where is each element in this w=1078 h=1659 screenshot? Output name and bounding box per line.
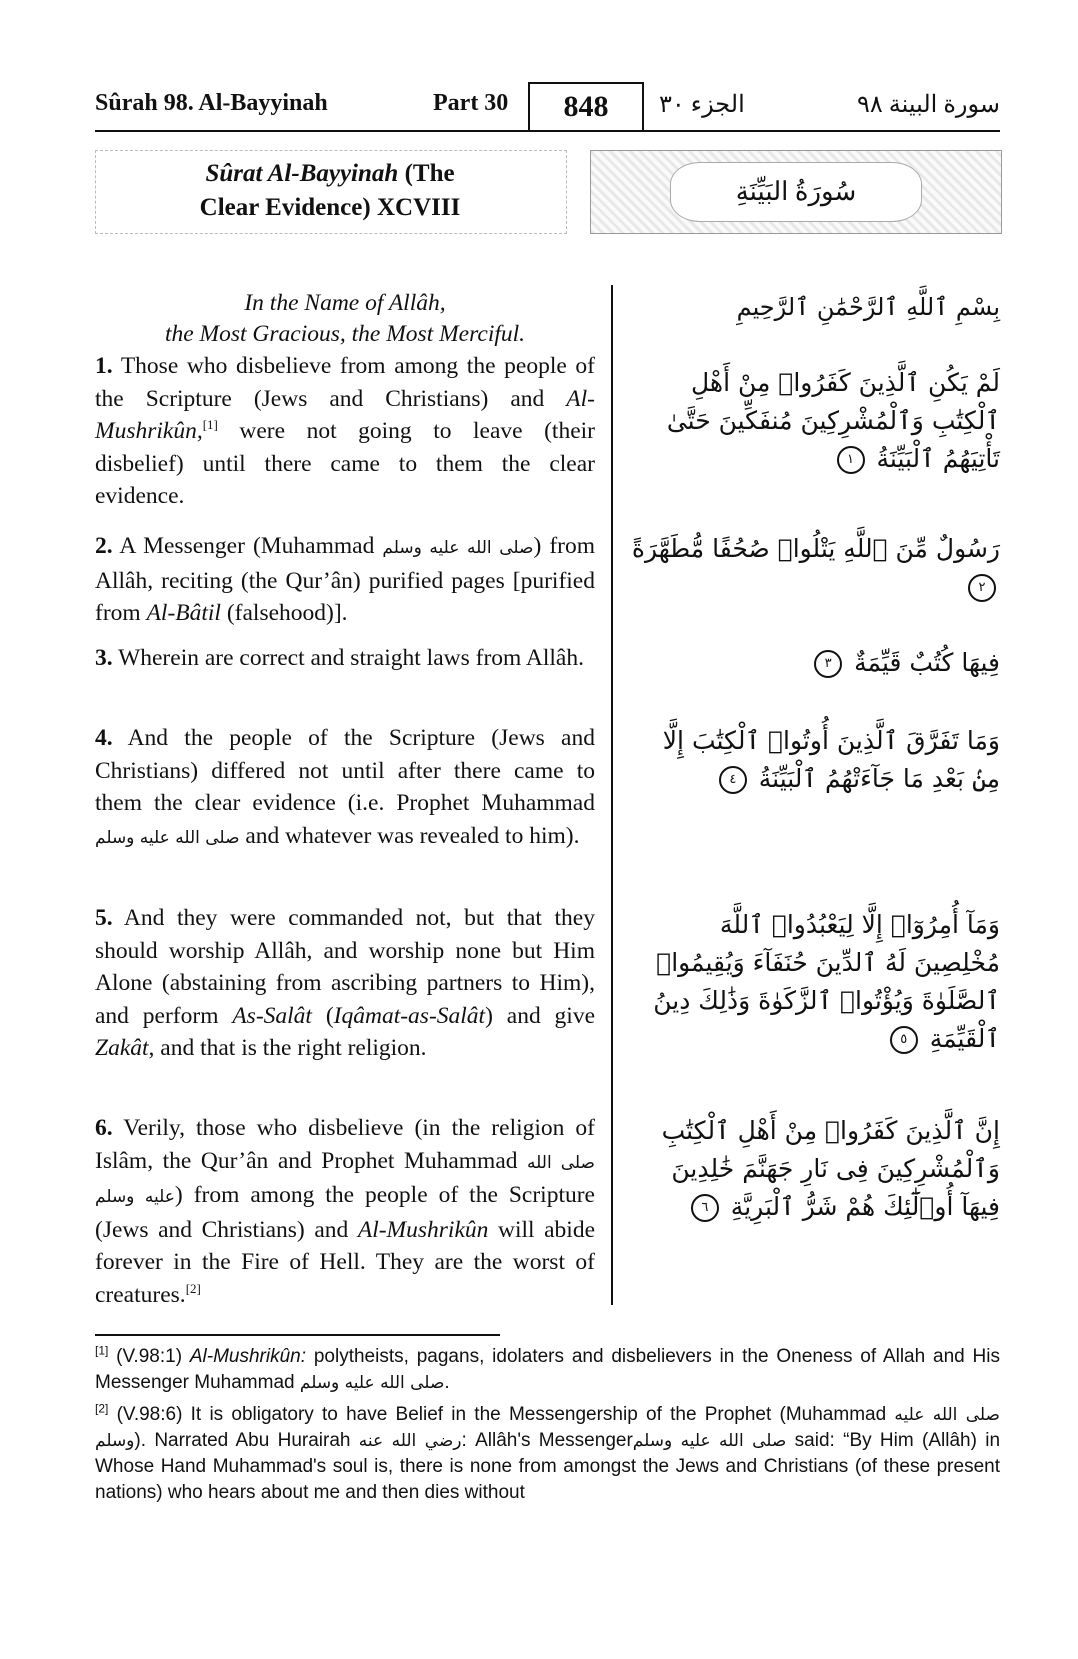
verse-italic: Iqâmat-as-Salât: [333, 1002, 486, 1029]
verse-italic: Al-Mushrikûn: [357, 1216, 489, 1243]
ayah-number-icon: ٢: [968, 574, 996, 602]
verse-6-ar: [630, 1112, 1000, 1226]
verse-number: 1.: [95, 353, 113, 379]
salawat-inline: صلى الله عليه وسلم: [632, 1431, 787, 1451]
footnote-text: ). Narrated Abu Hurairah: [134, 1430, 359, 1451]
verse-6-en: [95, 1112, 595, 1311]
verse-3-ar: [630, 644, 1000, 682]
verse-number: 4.: [95, 725, 113, 751]
verse-number: 3.: [95, 645, 113, 671]
running-header: [95, 86, 1000, 130]
surah-title-en: [95, 157, 565, 225]
basmala-en: [95, 288, 595, 350]
footnote-1: [95, 1344, 1000, 1396]
header-rule: [95, 130, 1000, 132]
footnote-text: It is obligatory to have Belief in the Messengership of the Prophet (Muhammad: [190, 1404, 895, 1425]
basmala-line-1: In the Name of Allâh,: [244, 290, 446, 316]
footnote-text: polytheists, pagans, idolaters and disbelievers in the Oneness of Allah and His Messenger Muhammad: [95, 1346, 1000, 1393]
verse-2-en: [95, 530, 595, 630]
title-line-2: Clear Evidence) XCVIII: [199, 194, 461, 221]
salawat-inline: صلى الله عليه وسلم: [95, 1152, 595, 1207]
salawat-inline: صلى الله عليه وسلم: [95, 1405, 1000, 1451]
verse-text: A Messenger (Muhammad: [112, 533, 383, 559]
title-rest: (The: [398, 160, 455, 187]
verse-text: ) and give: [485, 1002, 596, 1029]
verse-italic: As-Salât: [232, 1002, 312, 1029]
footnote-text: : Allâh's Messenger: [461, 1430, 633, 1451]
verse-text: And the people of the Scripture (Jews and Christians) differed not until after there came to them the clear evidence (i.e. Prophet Muhammad: [95, 725, 595, 816]
verse-text: and whatever was revealed to him).: [239, 822, 580, 849]
basmala-ar: بِسْمِ ٱللَّهِ ٱلرَّحْمَٰنِ ٱلرَّحِيمِ: [736, 293, 1000, 321]
verse-3-en: [95, 642, 595, 675]
verse-ar-text: وَمَآ أُمِرُوٓا۟ إِلَّا لِيَعْبُدُوا۟ ٱللَّهَ مُخْلِصِينَ لَهُ ٱلدِّينَ حُنَفَآءَ وَيُقِيمُوا۟ ٱلصَّلَوٰةَ وَيُؤْتُوا۟ ٱلزَّكَوٰةَ وَذَٰلِكَ دِينُ ٱلْقَيِّمَةِ: [653, 910, 1000, 1053]
header-surah-en: Sûrah 98. Al-Bayyinah: [95, 90, 328, 116]
verse-number: 6.: [95, 1115, 113, 1141]
ayah-number-icon: ١: [837, 446, 865, 474]
salawat-inline: صلى الله عليه وسلم: [299, 1373, 445, 1393]
verse-number: 5.: [95, 905, 113, 931]
page-number: 848: [528, 82, 644, 130]
verse-1-ar: [630, 364, 1000, 478]
footnote-ref-text: (V.98:1): [108, 1346, 190, 1367]
header-juz-ar: الجزء ٣٠: [659, 92, 745, 118]
verse-text: And they were commanded not, but that they should worship Allâh, and worship none but Him Alone (abstaining from ascribing partners to Him), and perform: [95, 905, 595, 1029]
footnote-ref: [2]: [185, 1280, 201, 1296]
header-part-en: Part 30: [433, 90, 509, 116]
verse-text: ) from among the people of the Scripture (Jews and Christians) and: [95, 1182, 595, 1243]
footnote-text: .: [444, 1372, 450, 1393]
verse-number: 2.: [95, 533, 113, 559]
verse-text: will abide forever in the Fire of Hell. They are the worst of creatures.: [95, 1216, 596, 1308]
footnote-italic: Al-Mushrikûn:: [189, 1346, 307, 1367]
footnote-label: [1]: [95, 1343, 109, 1358]
verse-ar-text: وَمَا تَفَرَّقَ ٱلَّذِينَ أُوتُوا۟ ٱلْكِتَٰبَ إِلَّا مِنۢ بَعْدِ مَا جَآءَتْهُمُ ٱلْبَيِّنَةُ: [662, 726, 1000, 793]
verse-text: (falsehood)].: [220, 600, 348, 626]
footnote-label: [2]: [95, 1401, 109, 1416]
verse-text: (: [311, 1002, 334, 1029]
ayah-number-icon: ٣: [814, 650, 842, 678]
verse-italic: Al-Mushrikûn,: [95, 385, 595, 444]
radiallahu-inline: رضي الله عنه: [358, 1431, 462, 1451]
verse-italic: Zakât: [95, 1035, 149, 1061]
salawat-inline: صلى الله عليه وسلم: [382, 538, 534, 558]
verse-ar-text: إِنَّ ٱلَّذِينَ كَفَرُوا۟ مِنْ أَهْلِ ٱلْكِتَٰبِ وَٱلْمُشْرِكِينَ فِى نَارِ جَهَنَّمَ خَٰلِدِينَ فِيهَآ أُو۟لَٰٓئِكَ هُمْ شَرُّ ٱلْبَرِيَّةِ: [661, 1116, 1000, 1221]
verse-text: were not going to leave (their disbelief) until there came to them the clear evidence.: [95, 418, 595, 509]
verse-2-ar: [630, 530, 1000, 606]
verse-text: Those who disbelieve from among the people of the Scripture (Jews and Christians) and: [95, 353, 595, 412]
footnote-rule: [95, 1334, 500, 1336]
ayah-number-icon: ٦: [691, 1194, 719, 1222]
verse-text: ) from Allâh, reciting (the Qur’ân) purified pages [purified from: [95, 533, 595, 626]
verse-1-en: [95, 350, 595, 513]
verse-text: , and that is the right religion.: [148, 1035, 427, 1061]
verse-text: Wherein are correct and straight laws from Allâh.: [112, 645, 584, 671]
verse-4-ar: [630, 722, 1000, 798]
footnote-text: said: “By Him (Allâh) in Whose Hand Muhammad's soul is, there is none from amongst the Jews and Christians (of these present nations) who hears about me and then dies without: [95, 1430, 1001, 1503]
verse-ar-text: لَمْ يَكُنِ ٱلَّذِينَ كَفَرُوا۟ مِنْ أَهْلِ ٱلْكِتَٰبِ وَٱلْمُشْرِكِينَ مُنفَكِّينَ حَتَّىٰ تَأْتِيَهُمُ ٱلْبَيِّنَةُ: [666, 368, 1000, 473]
surah-title-ar: سُورَةُ البَيِّنَةِ: [670, 162, 922, 222]
footnote-ref: [1]: [202, 417, 218, 433]
ayah-number-icon: ٤: [719, 766, 747, 794]
verse-ar-text: رَسُولٌ مِّنَ ٱللَّهِ يَتْلُوا۟ صُحُفًا مُّطَهَّرَةً: [631, 534, 1000, 563]
column-divider: [611, 285, 613, 1305]
verse-text: Verily, those who disbelieve (in the religion of Islâm, the Qur’ân and Prophet Muhammad: [95, 1115, 595, 1174]
verse-5-en: [95, 902, 595, 1065]
ayah-number-icon: ٥: [890, 1026, 918, 1054]
header-surah-ar: سورة البينة ٩٨: [856, 92, 1000, 118]
title-italic: Sûrat Al-Bayyinah: [205, 160, 399, 187]
footnote-2: [95, 1402, 1000, 1506]
verse-ar-text: فِيهَا كُتُبٌ قَيِّمَةٌ: [854, 648, 1000, 677]
verse-4-en: [95, 722, 595, 854]
salawat-inline: صلى الله عليه وسلم: [95, 827, 240, 848]
verse-italic: Al-Bâtil: [146, 600, 221, 626]
verse-5-ar: [630, 906, 1000, 1058]
basmala-line-2: the Most Gracious, the Most Merciful.: [164, 321, 526, 347]
footnote-ref-text: (V.98:6): [108, 1404, 191, 1425]
